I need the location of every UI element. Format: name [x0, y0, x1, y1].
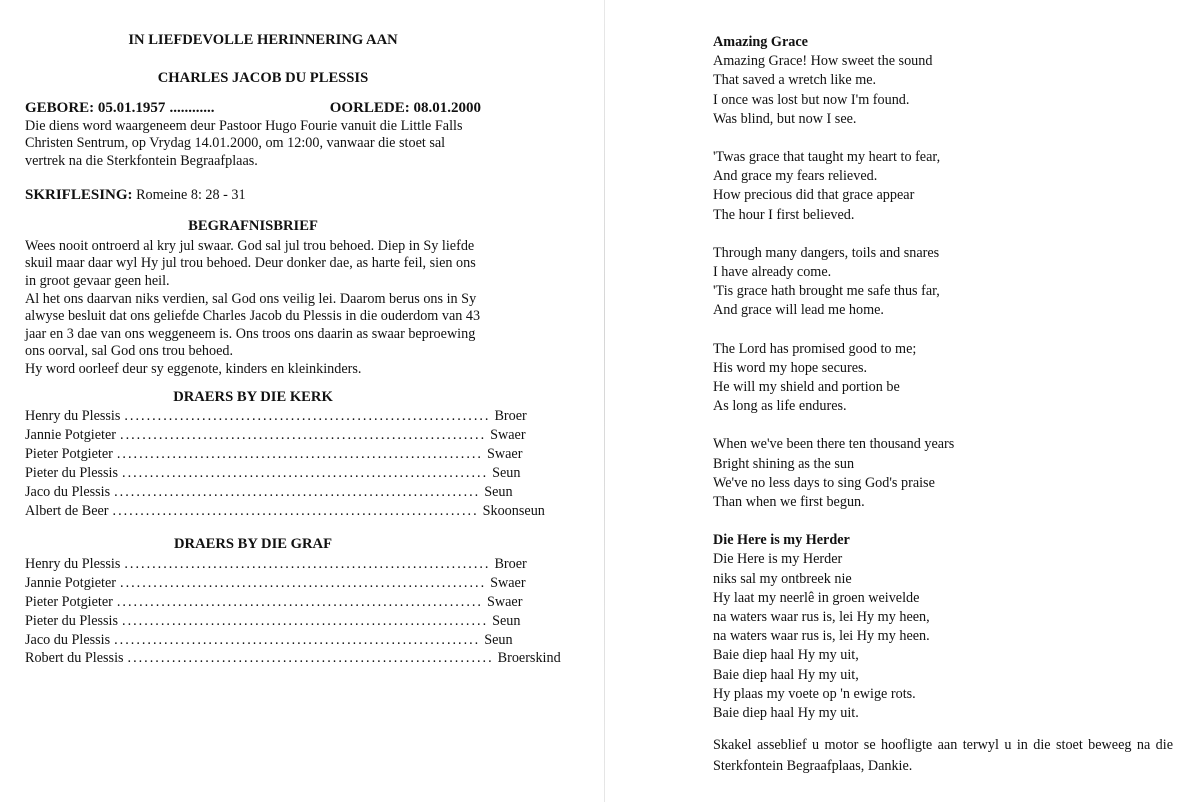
page-fold — [604, 0, 605, 802]
bearer-relation: Skoonseun — [482, 502, 545, 519]
list-item: Jaco du Plessis .................................................................. Seun — [25, 484, 481, 503]
bearer-name: Henry du Plessis — [25, 408, 121, 425]
grave-bearers-title: DRAERS BY DIE GRAF — [174, 536, 332, 553]
list-item: Jannie Potgieter .................................................................. Swaer — [25, 427, 481, 446]
list-item: Henry du Plessis .................................................................. Broer — [25, 408, 481, 427]
scripture-label: SKRIFLESING: — [25, 186, 133, 203]
lyric-line: Through many dangers, toils and snares — [713, 244, 940, 261]
lyric-line: I once was lost but now I'm found. — [713, 91, 910, 108]
list-item: Jaco du Plessis .................................................................. Seun — [25, 632, 481, 651]
list-item: Henry du Plessis .................................................................. Broer — [25, 556, 481, 575]
bearer-relation: Swaer — [486, 593, 523, 610]
bearer-name: Pieter Potgieter — [25, 445, 113, 462]
lyric-line: The hour I first believed. — [713, 206, 855, 223]
lyric-line: Baie diep haal Hy my uit, — [713, 647, 859, 664]
lyric-line: His word my hope secures. — [713, 359, 868, 376]
bearer-relation: Seun — [492, 464, 521, 481]
bearer-name: Jannie Potgieter — [25, 574, 117, 591]
bearer-relation: Broer — [494, 408, 527, 425]
church-bearers-list — [25, 408, 545, 521]
lyric-line: He will my shield and portion be — [713, 379, 900, 396]
letter-paragraph-3: Hy word oorleef deur sy eggenote, kinders en kleinkinders. — [25, 360, 362, 377]
bearer-name: Jaco du Plessis — [25, 483, 111, 500]
song-title-die-here: Die Here is my Herder — [713, 532, 850, 549]
bearer-name: Pieter du Plessis — [25, 612, 119, 629]
deceased-name: CHARLES JACOB DU PLESSIS — [157, 69, 369, 86]
lyric-line: Die Here is my Herder — [713, 551, 843, 568]
stanza — [713, 52, 1173, 129]
lyric-line: We've no less days to sing God's praise — [713, 474, 935, 491]
list-item: Pieter du Plessis .................................................................. Seun — [25, 613, 481, 632]
lyric-line: na waters waar rus is, lei Hy my heen, — [713, 609, 930, 626]
bearer-name: Henry du Plessis — [25, 556, 121, 573]
letter-paragraph-2: Al het ons daarvan niks verdien, sal God ons veilig lei. Daarom berus ons in Sy alwyse besluit dat ons geliefde Charles Jacob du Plessis in die ouderdom van 43 jaar en 3 dae van ons weggeneem is. Ons troos ons daarin as swaar beproewing ons oorval, sal God ons trou behoed. — [25, 290, 481, 360]
list-item: Pieter Potgieter .................................................................. Swaer — [25, 446, 481, 465]
bearer-name: Jannie Potgieter — [25, 426, 117, 443]
letter-title: BEGRAFNISBRIEF — [188, 218, 318, 235]
stanza — [713, 435, 1173, 512]
bearer-relation: Broer — [494, 556, 527, 573]
lyric-line: And grace will lead me home. — [713, 302, 884, 319]
lyric-line: As long as life endures. — [713, 398, 847, 415]
stanza — [713, 244, 1173, 321]
lyric-line: And grace my fears relieved. — [713, 168, 878, 185]
church-bearers-title: DRAERS BY DIE KERK — [173, 388, 333, 405]
lyric-line: Than when we first begun. — [713, 494, 865, 511]
stanza — [713, 148, 1173, 225]
list-item: Pieter du Plessis .................................................................. Seun — [25, 465, 481, 484]
memorial-heading: IN LIEFDEVOLLE HERINNERING AAN — [128, 32, 398, 48]
song2-lyrics — [713, 550, 1173, 723]
lyric-line: I have already come. — [713, 264, 832, 281]
lyric-line: That saved a wretch like me. — [713, 72, 877, 89]
died-date: OORLEDE: 08.01.2000 — [329, 100, 481, 117]
lyric-line: Was blind, but now I see. — [713, 110, 857, 127]
lyric-line: 'Twas grace that taught my heart to fear, — [713, 149, 941, 166]
grave-bearers-list — [25, 556, 561, 669]
bearer-relation: Seun — [484, 631, 513, 648]
list-item: Pieter Potgieter .................................................................. Swaer — [25, 594, 481, 613]
bearer-name: Pieter du Plessis — [25, 464, 119, 481]
letter-paragraph-1: Wees nooit ontroerd al kry jul swaar. God sal jul trou behoed. Diep in Sy liefde skuil maar daar wyl Hy jul trou behoed. Deur donker dae, as harte feil, sien ons in groot gevaar geen heil. — [25, 237, 476, 289]
bearer-relation: Seun — [484, 483, 513, 500]
lyric-line: How precious did that grace appear — [713, 187, 915, 204]
lyric-line: Baie diep haal Hy my uit. — [713, 705, 859, 722]
lyric-line: Hy laat my neerlê in groen weivelde — [713, 589, 920, 606]
stanza — [713, 340, 1173, 417]
list-item: Robert du Plessis .................................................................. Broerskind — [25, 650, 481, 669]
left-page — [25, 32, 561, 669]
lyric-line: When we've been there ten thousand years — [713, 436, 955, 453]
dates-line — [25, 100, 481, 118]
list-item: Jannie Potgieter .................................................................. Swaer — [25, 575, 481, 594]
lyric-line: Baie diep haal Hy my uit, — [713, 666, 859, 683]
bearer-relation: Broerskind — [497, 650, 561, 667]
born-date: GEBORE: 05.01.1957 — [25, 100, 166, 117]
bearer-name: Robert du Plessis — [25, 650, 124, 667]
bearer-relation: Swaer — [490, 426, 526, 443]
bearer-name: Pieter Potgieter — [25, 593, 113, 610]
right-page — [713, 33, 1173, 777]
dates-dots: ............ — [169, 100, 215, 117]
lyric-line: Amazing Grace! How sweet the sound — [713, 53, 933, 70]
closing-note: Skakel asseblief u motor se hoofligte aan terwyl u in die stoet beweeg na die Sterkfontein Begraafplaas, Dankie. — [713, 737, 1173, 775]
bearer-relation: Seun — [492, 612, 521, 629]
lyric-line: Hy plaas my voete op 'n ewige rots. — [713, 685, 916, 702]
list-item: Albert de Beer .................................................................. Skoonseun — [25, 503, 481, 522]
bearer-relation: Swaer — [490, 574, 526, 591]
scripture-reference: Romeine 8: 28 - 31 — [136, 186, 246, 203]
bearer-name: Albert de Beer — [25, 502, 109, 519]
lyric-line: na waters waar rus is, lei Hy my heen. — [713, 628, 930, 645]
bearer-name: Jaco du Plessis — [25, 631, 111, 648]
scripture-line — [25, 187, 481, 205]
lyric-line: 'Tis grace hath brought me safe thus far, — [713, 283, 940, 300]
bearer-relation: Swaer — [486, 445, 523, 462]
lyric-line: niks sal my ontbreek nie — [713, 570, 852, 587]
service-details: Die diens word waargeneem deur Pastoor Hugo Fourie vanuit die Little Falls Christen Sentrum, op Vrydag 14.01.2000, om 12:00, vanwaar die stoet sal vertrek na die Sterkfontein Begraafplaas. — [25, 117, 463, 169]
lyric-line: Bright shining as the sun — [713, 455, 855, 472]
song-title-amazing-grace: Amazing Grace — [713, 34, 808, 50]
lyric-line: The Lord has promised good to me; — [713, 340, 917, 357]
